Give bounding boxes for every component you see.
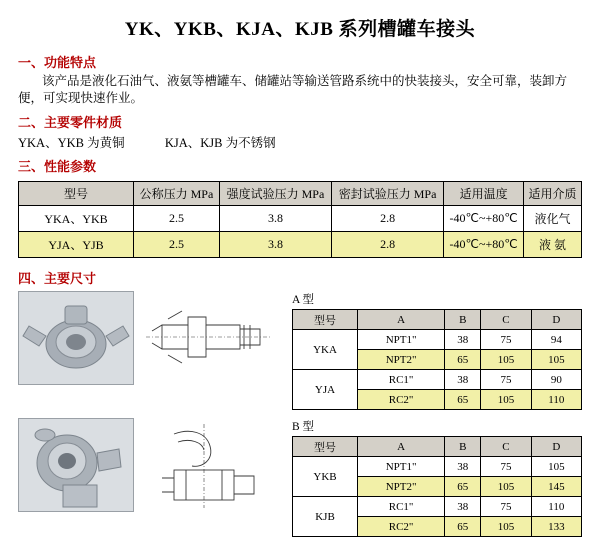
cell-c: 105	[481, 477, 531, 497]
cell-a: NPT2"	[358, 477, 445, 497]
type-b-block	[18, 418, 600, 537]
type-b-images	[18, 418, 278, 537]
coupling-drawing-b-graphic	[144, 418, 274, 510]
cell-b: 38	[445, 497, 481, 517]
cell-strength-test-pressure: 3.8	[219, 206, 331, 232]
section-heading-features: 一、功能特点	[18, 55, 97, 70]
cell-c: 75	[481, 497, 531, 517]
material-left: YKA、YKB 为黄铜	[18, 136, 125, 150]
col-b: B	[445, 310, 481, 330]
material-right: KJA、KJB 为不锈钢	[164, 136, 276, 150]
cell-nominal-pressure: 2.5	[134, 206, 220, 232]
col-c: C	[481, 310, 531, 330]
cell-model: YKA、YKB	[19, 206, 134, 232]
type-a-images	[18, 291, 278, 410]
cell-c: 75	[481, 330, 531, 350]
table-row	[19, 206, 582, 232]
table-row	[19, 232, 582, 258]
coupling-photo-a	[18, 291, 134, 385]
type-b-label: B 型	[292, 421, 315, 433]
cell-seal-test-pressure: 2.8	[332, 232, 444, 258]
cell-model: YJA、YJB	[19, 232, 134, 258]
cell-d: 145	[531, 477, 581, 497]
table-row	[293, 457, 582, 477]
col-medium: 适用介质	[524, 182, 582, 206]
features-text: 该产品是液化石油气、液氨等槽罐车、储罐站等输送管路系统中的快装接头，安全可靠，装卸方便，可实现快速作业。	[18, 74, 568, 105]
col-a: A	[358, 310, 445, 330]
cell-temperature: -40℃~+80℃	[444, 232, 524, 258]
cell-temperature: -40℃~+80℃	[444, 206, 524, 232]
col-temperature: 适用温度	[444, 182, 524, 206]
cell-d: 133	[531, 517, 581, 537]
cell-medium: 液 氨	[524, 232, 582, 258]
col-b: B	[445, 437, 481, 457]
table-row	[293, 330, 582, 350]
material-line	[18, 133, 600, 151]
performance-table	[18, 181, 582, 258]
cell-model: YJA	[293, 370, 358, 410]
cell-c: 105	[481, 350, 531, 370]
cell-b: 38	[445, 457, 481, 477]
cell-c: 75	[481, 457, 531, 477]
section-heading-performance: 三、性能参数	[18, 159, 97, 174]
table-row	[293, 497, 582, 517]
cell-a: NPT2"	[358, 350, 445, 370]
table-header-row	[293, 310, 582, 330]
cell-d: 110	[531, 497, 581, 517]
cell-nominal-pressure: 2.5	[134, 232, 220, 258]
cell-c: 105	[481, 390, 531, 410]
cell-model: YKB	[293, 457, 358, 497]
type-a-table	[292, 309, 582, 410]
coupling-photo-b-graphic	[19, 419, 133, 511]
cell-a: NPT1"	[358, 457, 445, 477]
table-header-row	[293, 437, 582, 457]
type-b-table-col	[292, 418, 582, 537]
cell-c: 105	[481, 517, 531, 537]
section-heading-material: 二、主要零件材质	[18, 115, 123, 130]
col-nominal-pressure: 公称压力 MPa	[134, 182, 220, 206]
cell-d: 90	[531, 370, 581, 390]
coupling-photo-a-graphic	[19, 292, 133, 384]
cell-d: 110	[531, 390, 581, 410]
type-b-table	[292, 436, 582, 537]
section-heading-dimensions: 四、主要尺寸	[18, 271, 97, 286]
cell-b: 38	[445, 370, 481, 390]
col-d: D	[531, 437, 581, 457]
cell-c: 75	[481, 370, 531, 390]
col-model: 型号	[293, 310, 358, 330]
cell-a: RC2"	[358, 517, 445, 537]
page-title: YK、YKB、KJA、KJB 系列槽罐车接头	[124, 19, 476, 40]
cell-d: 105	[531, 350, 581, 370]
col-model: 型号	[293, 437, 358, 457]
table-row	[293, 370, 582, 390]
col-strength-test-pressure: 强度试验压力 MPa	[219, 182, 331, 206]
cell-d: 94	[531, 330, 581, 350]
cell-medium: 液化气	[524, 206, 582, 232]
col-model: 型号	[19, 182, 134, 206]
col-c: C	[481, 437, 531, 457]
type-a-table-col	[292, 291, 582, 410]
cell-b: 65	[445, 517, 481, 537]
cell-d: 105	[531, 457, 581, 477]
col-a: A	[358, 437, 445, 457]
cell-strength-test-pressure: 3.8	[219, 232, 331, 258]
cell-b: 65	[445, 390, 481, 410]
type-a-label: A 型	[292, 294, 315, 306]
coupling-photo-b	[18, 418, 134, 512]
cell-a: RC1"	[358, 370, 445, 390]
col-d: D	[531, 310, 581, 330]
type-a-block	[18, 291, 600, 410]
cell-model: KJB	[293, 497, 358, 537]
cell-b: 65	[445, 350, 481, 370]
cell-model: YKA	[293, 330, 358, 370]
cell-a: NPT1"	[358, 330, 445, 350]
coupling-drawing-a	[144, 291, 274, 383]
cell-seal-test-pressure: 2.8	[332, 206, 444, 232]
col-seal-test-pressure: 密封试验压力 MPa	[332, 182, 444, 206]
cell-a: RC1"	[358, 497, 445, 517]
cell-a: RC2"	[358, 390, 445, 410]
coupling-drawing-a-graphic	[144, 291, 274, 383]
table-header-row	[19, 182, 582, 206]
coupling-drawing-b	[144, 418, 274, 510]
cell-b: 38	[445, 330, 481, 350]
cell-b: 65	[445, 477, 481, 497]
